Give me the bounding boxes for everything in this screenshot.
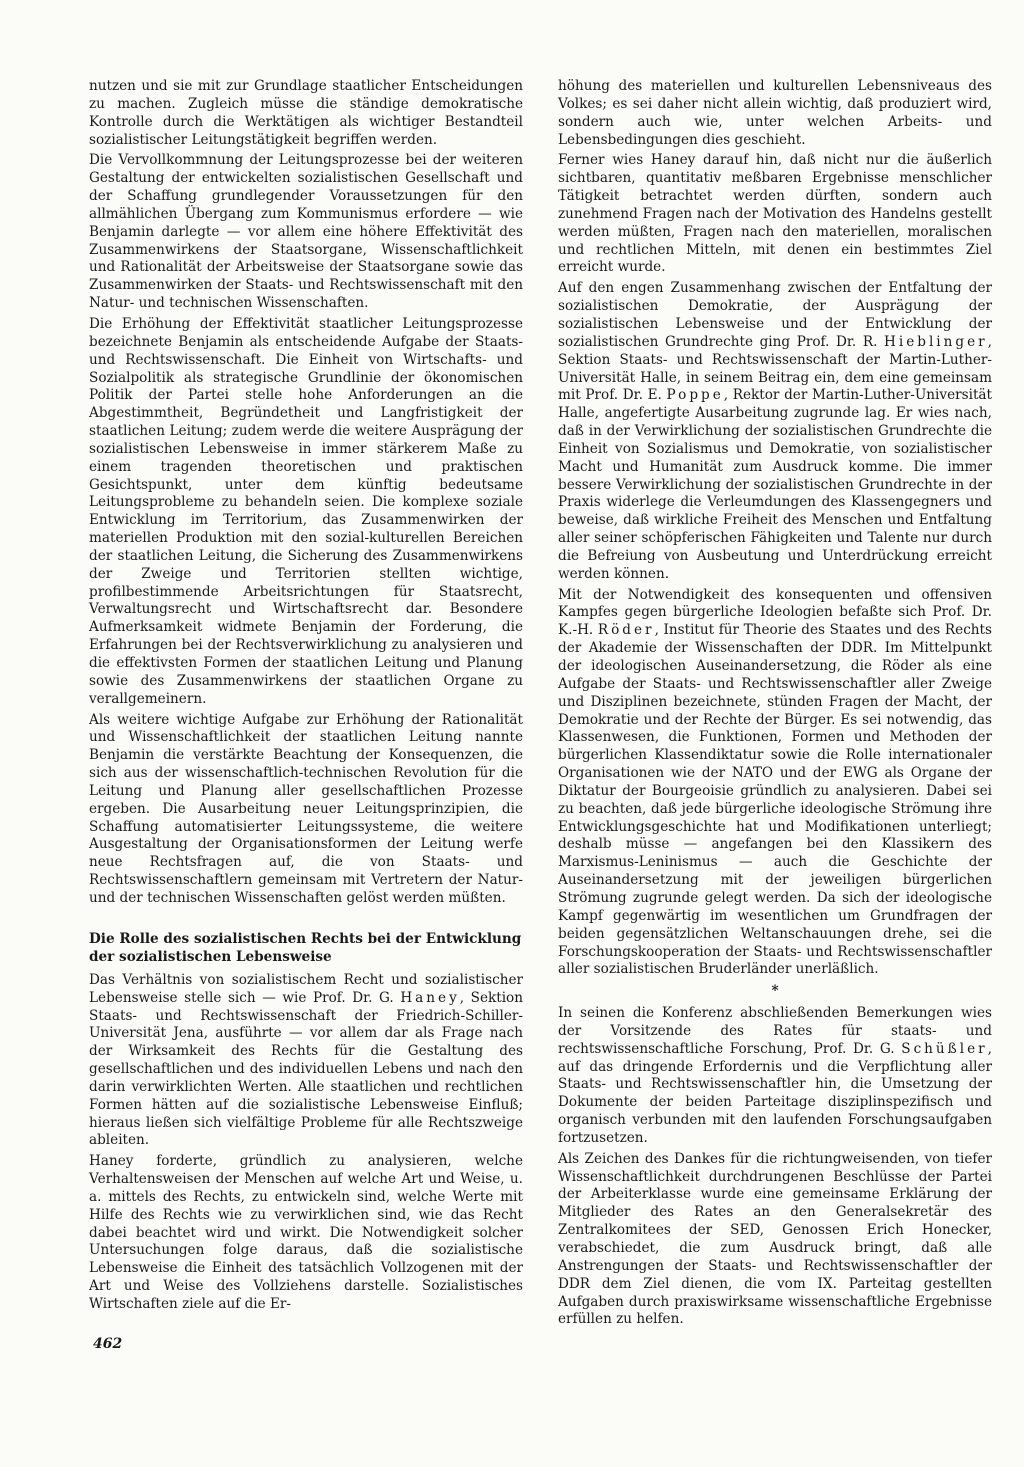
text-run: , Sektion Staats- und Rechtswissenschaft der Friedrich-Schiller-Universität Jena, ausführte — vor allem dar als Frage nach der Wirksamkeit des Rechts für die Gestaltung des gesellschaftlichen und des individuellen Lebens und nach den darin verwirklichten Werten. Alle staatlichen und rechtlichen Formen hätten auf die sozialistische Lebensweise Einfluß; hieraus ließen sich vielfältige Probleme für alle Rechtszweige ableiten. [89,989,523,1149]
text-run: , Sektion Staats- und Rechtswissenschaft der Martin-Luther-Universität Halle, in seinem Beitrag ein, dem eine gemeinsam mit Prof. Dr. E. [558,333,992,404]
section-heading: Die Rolle des sozialistischen Rechts bei der Entwicklung der sozialistischen Lebensweise [89,930,522,965]
left-column [89,78,523,1314]
paragraph: Als Zeichen des Dankes für die richtungweisenden, von tiefer Wissenschaftlichkeit durchdrungenen Beschlüsse der Partei der Arbeiterklasse wurde eine gemeinsame Erklärung der Mitglieder des Rates an den Generalsekretär des Zentralkomitees der SED, Genossen Erich Honecker, verabschiedet, die zum Ausdruck bringt, daß alle Anstrengungen der Staats- und Rechtswissenschaftler der DDR dem Ziel dienen, die vom IX. Parteitag gestellten Aufgaben durch praxiswirksame wissenschaftliche Ergebnisse erfüllen zu helfen. [558,1150,992,1328]
person-name: Röder [597,622,655,639]
text-run: Mit der Notwendigkeit des konsequenten und offensiven Kampfes gegen bürgerliche Ideologien befaßte sich Prof. Dr. K.-H. [558,586,992,639]
text-run: In seinen die Konferenz abschließenden Bemerkungen wies der Vorsitzende des Rates für staats- und rechtswissenschaftliche Forschung, Prof. Dr. G. [558,1005,992,1057]
person-name: Poppe [666,387,724,404]
paragraph [89,972,523,1150]
page-number: 462 [93,1336,123,1352]
paragraph [558,280,992,583]
text-run: Auf den engen Zusammenhang zwischen der Entfaltung der sozialistischen Demokratie, der Ausprägung der sozialistischen Lebensweise und der Entwicklung der sozialistischen Grundrechte ging Prof. Dr. R. [558,280,992,350]
text-run: Das Verhältnis von sozialistischem Recht und sozialistischer Lebensweise stelle sich — wie Prof. Dr. G. [89,971,523,1006]
text-run: , Institut für Theorie des Staates und des Rechts der Akademie der Wissenschaften der DDR. Im Mittelpunkt der ideologischen Auseinandersetzung, die Röder als eine Aufgabe der Staats- und Rechtswissenschaftler aller Zweige und Disziplinen bezeichnete, stünden Fragen der Macht, der Demokratie und der Rechte der Bürger. Es sei notwendig, das Klassenwesen, die Funktionen, Formen und Methoden der bürgerlichen Klassendiktatur sowie die Rolle internationaler Organisationen wie der NATO und der EWG als Organe der Diktatur der Bourgeoisie gründlich zu analysieren. Dabei sei zu beachten, daß jede bürgerliche ideologische Strömung ihre Entwicklungsgeschichte hat und Modifikationen unterliegt; deshalb müsse — angefangen bei den Klassikern des Marxismus-Leninismus — auch die Geschichte der Auseinandersetzung mit der jeweiligen bürgerlichen Strömung zugrunde gelegt werden. Da sich der ideologische Kampf gegenwärtig im wesentlichen um Grundfragen der beiden gegensätzlichen Weltanschauungen drehe, sei die Forschungskooperation der Staats- und Rechtswissenschaftler aller sozialistischen Bruderländer unerläßlich. [558,622,992,978]
right-column [558,78,992,1329]
text-run: , auf das dringende Erfordernis und die Verpflichtung aller Staats- und Rechtswissenschaftler hin, die Umsetzung der Dokumente der beiden Parteitage disziplinspezifisch und organisch verbunden mit den laufenden Forschungsaufgaben fortzusetzen. [558,1040,992,1146]
paragraph: höhung des materiellen und kulturellen Lebensniveaus des Volkes; es sei daher nicht allein wichtig, daß produziert wird, sondern auch wie, unter welchen Arbeits- und Lebensbedingungen dies geschieht. [558,78,992,148]
paragraph: Die Erhöhung der Effektivität staatlicher Leitungsprozesse bezeichnete Benjamin als entscheidende Aufgabe der Staats- und Rechtswissenschaft. Die Einheit von Wirtschafts- und Sozialpolitik als strategische Grundlinie der ökonomischen Politik der Partei stelle hohe Anforderungen an die Abgestimmtheit, Begründetheit und Langfristigkeit der staatlichen Leitung; zudem werde die weitere Ausprägung der sozialistischen Lebensweise in immer stärkerem Maße zu einem tragenden theoretischen und praktischen Gesichtspunkt, unter dem künftig bedeutsame Leitungsprobleme zu behandeln seien. Die komplexe soziale Entwicklung im Territorium, das Zusammenwirken der materiellen Produktion mit den sozial-kulturellen Bereichen der staatlichen Leitung, die Sicherung des Zusammenwirkens der Zweige und Territorien stellten wichtige, profilbestimmende Arbeitsrichtungen für Staatsrecht, Verwaltungsrecht und Wirtschaftsrecht dar. Besondere Aufmerksamkeit widmete Benjamin der Forderung, die Erfahrungen bei der Rechtsverwirklichung zu analysieren und die effektivsten Formen der staatlichen Leitung und Planung sowie des Zusammenwirkens der staatlichen Organe zu verallgemeinern. [89,315,523,707]
paragraph: Die Vervollkommnung der Leitungsprozesse bei der weiteren Gestaltung der entwickelten sozialistischen Gesellschaft und der Schaffung grundlegender Voraussetzungen für den allmählichen Übergang zum Kommunismus erfordere — wie Benjamin darlegte — vor allem eine höhere Effektivität des Zusammenwirkens der Staatsorgane, Wissenschaftlichkeit und Rationalität der Arbeitsweise der Staatsorgane sowie das Zusammenwirken der Staats- und Rechtswissenschaft mit den Natur- und technischen Wissenschaften. [89,152,523,312]
person-name: Hieblinger [884,333,988,350]
person-name: Haney [400,989,460,1006]
paragraph [558,587,992,980]
paragraph: nutzen und sie mit zur Grundlage staatlicher Entscheidungen zu machen. Zugleich müsse die ständige demokratische Kontrolle durch die Werktätigen als wichtiger Bestandteil sozialistischer Leitungstätigkeit begriffen werden. [89,78,523,148]
paragraph [558,1005,992,1148]
section-separator: * [771,983,779,1000]
paragraph: Als weitere wichtige Aufgabe zur Erhöhung der Rationalität und Wissenschaftlichkeit der staatlichen Leitung nannte Benjamin die verstärkte Beachtung der Konsequenzen, die sich aus der wissenschaftlich-technischen Revolution für die Leitung und Planung aller gesellschaftlichen Prozesse ergeben. Die Ausarbeitung neuer Leitungsprinzipien, die Schaffung automatisierter Leitungssysteme, die weitere Ausgestaltung der Organisationsformen der Leitung werfe neue Rechtsfragen auf, die von Staats- und Rechtswissenschaftlern gemeinsam mit Vertretern der Natur- und der technischen Wissenschaften gelöst werden müßten. [89,711,523,906]
person-name: Schüßler [901,1040,988,1057]
paragraph: Ferner wies Haney darauf hin, daß nicht nur die äußerlich sichtbaren, quantitativ meßbaren Ergebnisse menschlicher Tätigkeit betrachtet werden dürften, sondern auch zunehmend Fragen nach der Motivation des Handelns gestellt werden müßten, Fragen nach den materiellen, moralischen und rechtlichen Mitteln, mit denen ein bestimmtes Ziel erreicht wurde. [558,152,992,276]
text-run: , Rektor der Martin-Luther-Universität Halle, angefertigte Ausarbeitung zugrunde lag. Er wies nach, daß in der Verwirklichung der sozialistischen Grundrechte die Einheit von Sozialismus und Demokratie, von sozialistischer Macht und Humanität zum Ausdruck komme. Die immer bessere Verwirklichung der sozialistischen Grundrechte in der Praxis widerlege die Verleumdungen des Klassengegners und beweise, daß wirkliche Freiheit des Menschen und Entfaltung aller seiner schöpferischen Fähigkeiten und Talente nur durch die Befreiung von Ausbeutung und Unterdrückung erreicht werden können. [558,387,992,582]
paragraph: Haney forderte, gründlich zu analysieren, welche Verhaltensweisen der Menschen auf welche Art und Weise, u. a. mittels des Rechts, zu entwickeln sind, welche Werte mit Hilfe des Rechts wie zu verwirklichen sind, wie das Recht dabei beachtet wird und wirkt. Die Notwendigkeit solcher Untersuchungen folge daraus, daß die sozialistische Lebensweise die Einheit des tatsächlich Vollzogenen mit der Art und Weise des Vollziehens darstelle. Sozialistisches Wirtschaften ziele auf die Er- [89,1153,523,1312]
